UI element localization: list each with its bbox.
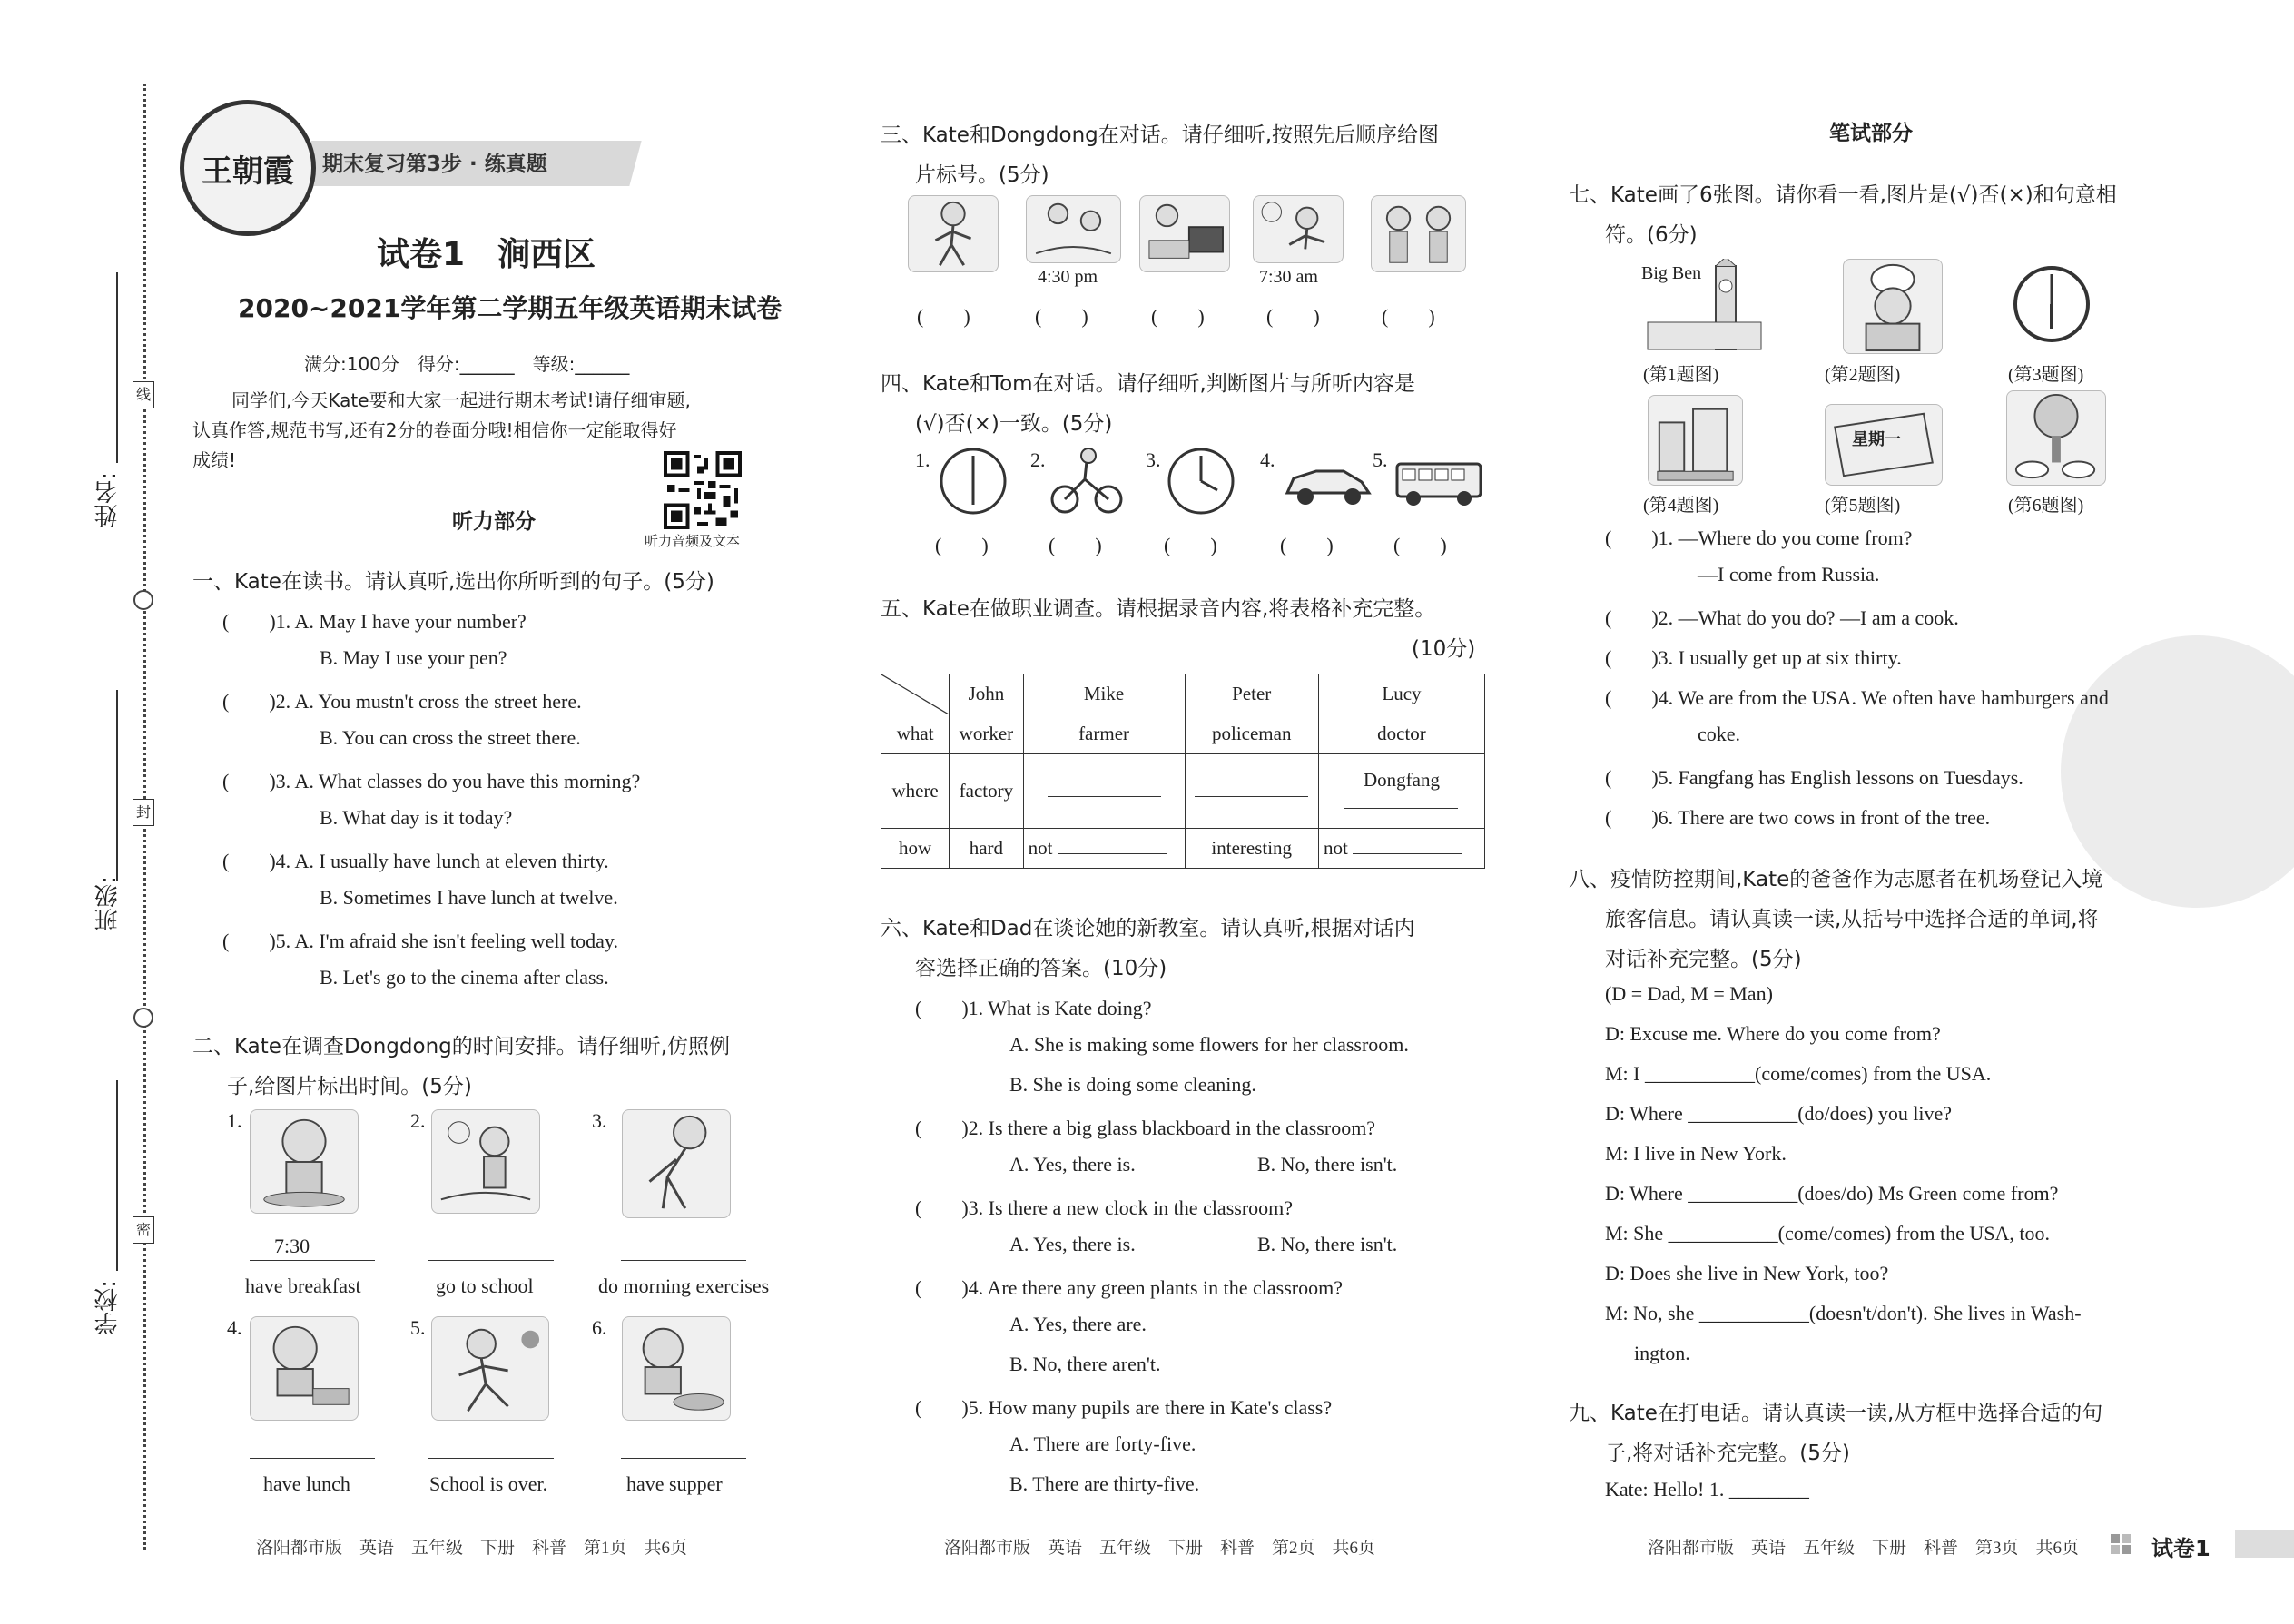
table-row (881, 829, 1485, 869)
s2-label-4: have lunch (263, 1472, 350, 1495)
section5-points: (10分) (1412, 637, 1476, 661)
table-cell (1318, 829, 1484, 869)
s4-paren-5[interactable]: ( ) (1393, 534, 1447, 556)
s2-num-4: 4. (227, 1316, 242, 1339)
big-ben-label: Big Ben (1641, 263, 1702, 283)
clock-icon (1165, 445, 1237, 517)
s6-q2-b: B. No, there isn't. (1257, 1153, 1398, 1176)
s6-q4-b: B. No, there aren't. (1009, 1353, 1161, 1375)
section8-title-3: 对话补充完整。(5分) (1605, 948, 1802, 971)
table-cell: hard (950, 829, 1023, 869)
s4-num-1: 1. (915, 448, 930, 471)
class-underline (116, 690, 118, 881)
s8-line-3: M: I ___________(come/comes) from the USA. (1605, 1062, 1992, 1085)
s8-line-5: M: I live in New York. (1605, 1142, 1787, 1165)
s3-time-1: 4:30 pm (1038, 267, 1098, 287)
job-survey-table (881, 674, 1485, 869)
row-label: where (881, 754, 950, 829)
s8-line-10: ington. (1634, 1342, 1690, 1364)
col-header: Lucy (1318, 674, 1484, 714)
table-row (881, 714, 1485, 754)
s1-q5-a: ( )5. A. I'm afraid she isn't feeling well today. (222, 930, 619, 952)
s2-blank-4[interactable] (250, 1458, 375, 1459)
table-cell (1318, 754, 1484, 829)
s7-item-4: ( )4. We are from the USA. We often have hamburgers and (1605, 686, 2109, 709)
pic-caption-6: (第6题图) (2008, 496, 2084, 516)
s2-blank-2[interactable] (428, 1260, 554, 1261)
bicycle-icon (1049, 443, 1126, 517)
s8-line-1: (D = Dad, M = Man) (1605, 982, 1773, 1005)
clock-icon (937, 445, 1009, 517)
s4-num-5: 5. (1373, 448, 1388, 471)
section7-title-1: 七、Kate画了6张图。请你看一看,图片是(√)否(×)和句意相 (1569, 183, 2117, 207)
col-header: Mike (1023, 674, 1185, 714)
s3-paren-5[interactable]: ( ) (1382, 305, 1435, 328)
s8-line-8: D: Does she live in New York, too? (1605, 1262, 1889, 1284)
cows-tree-picture (2006, 390, 2106, 486)
s2-blank-3[interactable] (621, 1260, 746, 1261)
s7-item-2: ( )2. —What do you do? —I am a cook. (1605, 606, 1959, 629)
s2-num-2: 2. (410, 1109, 426, 1132)
intro-line-3: 成绩! (192, 449, 237, 471)
s8-line-4: D: Where ___________(do/does) you live? (1605, 1102, 1953, 1125)
big-ben-picture (1643, 259, 1766, 354)
section6-title-1: 六、Kate和Dad在谈论她的新教室。请认真听,根据对话内 (881, 917, 1415, 940)
s1-q3-a: ( )3. A. What classes do you have this morning? (222, 770, 641, 792)
name-label: 姓名: (94, 472, 122, 527)
s2-time-1: 7:30 (274, 1235, 310, 1257)
section2-title-2: 子,给图片标出时间。(5分) (227, 1075, 472, 1098)
table-cell-blank[interactable] (1185, 754, 1318, 829)
s7-item-6: ( )6. There are two cows in front of the tree. (1605, 806, 1991, 829)
margin-box-1: 线 (133, 381, 154, 408)
pic-caption-5: (第5题图) (1825, 496, 1901, 516)
s1-q4-a: ( )4. A. I usually have lunch at eleven thirty. (222, 850, 609, 872)
s7-item-4-cont: coke. (1698, 723, 1741, 745)
s1-q5-b: B. Let's go to the cinema after class. (320, 966, 609, 989)
cell-text: not (1323, 837, 1348, 859)
name-underline (116, 272, 118, 463)
cell-blank[interactable] (1344, 808, 1458, 809)
hamburger-coke-picture (1648, 395, 1743, 486)
section6-title-2: 容选择正确的答案。(10分) (915, 957, 1167, 980)
pic-caption-2: (第2题图) (1825, 365, 1901, 385)
bus-icon (1393, 458, 1484, 508)
written-part-heading: 笔试部分 (1829, 122, 1913, 145)
cell-text: not (1028, 837, 1053, 859)
s1-q1-a: ( )1. A. May I have your number? (222, 610, 527, 633)
section8-title-2: 旅客信息。请认真读一读,从括号中选择合适的单词,将 (1605, 908, 2099, 931)
s6-q3-b: B. No, there isn't. (1257, 1233, 1398, 1255)
s1-q1-b: B. May I use your pen? (320, 646, 507, 669)
cell-blank[interactable] (1058, 853, 1167, 854)
section7-title-2: 符。(6分) (1605, 223, 1698, 247)
logo-name: 王朝霞 (202, 153, 294, 190)
s9-line-1: Kate: Hello! 1. ________ (1605, 1478, 1809, 1501)
s3-paren-3[interactable]: ( ) (1151, 305, 1205, 328)
publisher-logo (180, 100, 316, 236)
school-label: 学校: (94, 1280, 122, 1335)
table-cell: doctor (1318, 714, 1484, 754)
section4-title-2: (√)否(×)一致。(5分) (915, 412, 1113, 436)
col-header: Peter (1185, 674, 1318, 714)
section9-title-1: 九、Kate在打电话。请认真读一读,从方框中选择合适的句 (1569, 1402, 2103, 1425)
cook-picture (1843, 259, 1943, 354)
boy-lunch-picture (250, 1316, 359, 1421)
section9-title-2: 子,将对话补充完整。(5分) (1605, 1442, 1850, 1465)
section3-title-1: 三、Kate和Dongdong在对话。请仔细听,按照先后顺序给图 (881, 123, 1440, 147)
s4-paren-1[interactable]: ( ) (935, 534, 989, 556)
girl-walking-picture (908, 195, 999, 272)
pic-caption-1: (第1题图) (1643, 365, 1719, 385)
s7-item-3: ( )3. I usually get up at six thirty. (1605, 646, 1902, 669)
s6-q3: ( )3. Is there a new clock in the classroom? (915, 1196, 1294, 1219)
s8-line-9: M: No, she ___________(doesn't/don't). She lives in Wash- (1605, 1302, 2082, 1324)
s2-label-2: go to school (436, 1275, 534, 1297)
s2-label-3: do morning exercises (598, 1275, 770, 1297)
section2-title-1: 二、Kate在调查Dongdong的时间安排。请仔细听,仿照例 (192, 1035, 731, 1058)
s3-paren-4[interactable]: ( ) (1266, 305, 1320, 328)
s1-q3-b: B. What day is it today? (320, 806, 513, 829)
s3-time-2: 7:30 am (1259, 267, 1318, 287)
section3-title-2: 片标号。(5分) (915, 163, 1049, 187)
row-label: how (881, 829, 950, 869)
margin-box-2: 封 (133, 799, 154, 826)
step-banner-text: 期末复习第3步 · 练真题 (322, 153, 547, 176)
boy-running-picture (431, 1316, 549, 1421)
paper-tab-label: 试卷1 (2151, 1536, 2210, 1561)
pic-caption-4: (第4题图) (1643, 496, 1719, 516)
s3-paren-2[interactable]: ( ) (1035, 305, 1088, 328)
pic-caption-3: (第3题图) (2008, 365, 2084, 385)
qr-caption: 听力音频及文本 (645, 533, 741, 549)
s2-num-3: 3. (592, 1109, 607, 1132)
table-header-row (881, 674, 1485, 714)
s4-paren-4[interactable]: ( ) (1280, 534, 1334, 556)
school-underline (116, 1080, 118, 1271)
s8-line-6: D: Where ___________(does/do) Ms Green come from? (1605, 1182, 2059, 1205)
score-line: 满分:100分 得分:______ 等级:______ (304, 353, 630, 375)
two-kids-talking-picture (1371, 195, 1466, 272)
footer-page-2: 洛阳都市版 英语 五年级 下册 科普 第2页 共6页 (944, 1539, 1376, 1558)
footer-grid-icon (2111, 1534, 2132, 1556)
qr-code-icon[interactable] (664, 451, 742, 529)
s8-line-7: M: She ___________(come/comes) from the USA, too. (1605, 1222, 2051, 1245)
s6-q4: ( )4. Are there any green plants in the classroom? (915, 1276, 1344, 1299)
boy-supper-picture (622, 1316, 731, 1421)
s6-q4-a: A. Yes, there are. (1009, 1313, 1147, 1335)
s2-blank-6[interactable] (621, 1458, 746, 1459)
table-cell: policeman (1185, 714, 1318, 754)
table-cell-blank[interactable] (1023, 754, 1185, 829)
intro-line-1: 同学们,今天Kate要和大家一起进行期末考试!请仔细审题, (231, 389, 691, 411)
boy-breakfast-picture (250, 1109, 359, 1214)
s6-q1-b: B. She is doing some cleaning. (1009, 1073, 1256, 1096)
s1-q2-b: B. You can cross the street there. (320, 726, 581, 749)
s6-q1: ( )1. What is Kate doing? (915, 997, 1152, 1019)
s3-paren-1[interactable]: ( ) (917, 305, 970, 328)
margin-box-3: 密 (133, 1216, 154, 1244)
section4-title-1: 四、Kate和Tom在对话。请仔细听,判断图片与所听内容是 (881, 372, 1415, 396)
table-cell: farmer (1023, 714, 1185, 754)
paper-tab (2235, 1530, 2294, 1558)
s4-paren-2[interactable]: ( ) (1049, 534, 1102, 556)
intro-line-2: 认真作答,规范书写,还有2分的卷面分哦!相信你一定能取得好 (192, 419, 677, 441)
s2-blank-5[interactable] (428, 1458, 554, 1459)
s6-q2: ( )2. Is there a big glass blackboard in the classroom? (915, 1117, 1376, 1139)
s4-paren-3[interactable]: ( ) (1164, 534, 1217, 556)
s4-num-4: 4. (1260, 448, 1275, 471)
footer-page-3: 洛阳都市版 英语 五年级 下册 科普 第3页 共6页 (1648, 1539, 2080, 1558)
girl-morning-picture (1253, 195, 1344, 263)
s1-q4-b: B. Sometimes I have lunch at twelve. (320, 886, 618, 909)
table-row (881, 754, 1485, 829)
paper-subtitle: 2020~2021学年第二学期五年级英语期末试卷 (238, 293, 783, 323)
s6-q1-a: A. She is making some flowers for her classroom. (1009, 1033, 1409, 1056)
section8-title-1: 八、疫情防控期间,Kate的爸爸作为志愿者在机场登记入境 (1569, 868, 2103, 891)
s6-q5: ( )5. How many pupils are there in Kate's class? (915, 1396, 1333, 1419)
paper-title: 试卷1 涧西区 (377, 236, 596, 273)
table-cell (1023, 829, 1185, 869)
s6-q2-a: A. Yes, there is. (1009, 1153, 1136, 1176)
s6-q5-a: A. There are forty-five. (1009, 1432, 1196, 1455)
col-header: John (950, 674, 1023, 714)
s2-num-1: 1. (227, 1109, 242, 1132)
margin-circle-1 (133, 590, 153, 610)
table-cell: worker (950, 714, 1023, 754)
s7-item-1: ( )1. —Where do you come from? (1605, 527, 1913, 549)
corner-cell (881, 674, 950, 714)
table-cell: interesting (1185, 829, 1318, 869)
s4-num-2: 2. (1030, 448, 1046, 471)
s6-q5-b: B. There are thirty-five. (1009, 1472, 1200, 1495)
s6-q3-a: A. Yes, there is. (1009, 1233, 1136, 1255)
boy-go-to-school-picture (431, 1109, 540, 1214)
boy-exercises-picture (622, 1109, 731, 1218)
s8-line-2: D: Excuse me. Where do you come from? (1605, 1022, 1941, 1045)
s2-blank-1[interactable] (250, 1260, 375, 1261)
s4-num-3: 3. (1146, 448, 1161, 471)
s2-label-5: School is over. (429, 1472, 548, 1495)
s7-item-1-reply: —I come from Russia. (1698, 563, 1880, 586)
row-label: what (881, 714, 950, 754)
s2-label-1: have breakfast (245, 1275, 361, 1297)
s1-q2-a: ( )2. A. You mustn't cross the street here. (222, 690, 582, 713)
margin-circle-2 (133, 1008, 153, 1028)
class-label: 班级: (94, 876, 122, 931)
girl-at-tv-picture (1139, 195, 1230, 272)
listening-title: 听力部分 (452, 510, 536, 534)
s2-label-6: have supper (626, 1472, 723, 1495)
section5-title: 五、Kate在做职业调查。请根据录音内容,将表格补充完整。 (881, 597, 1436, 621)
section1-title: 一、Kate在读书。请认真听,选出你所听到的句子。(5分) (192, 570, 714, 594)
cell-text: Dongfang (1363, 768, 1440, 791)
clock-icon (2011, 263, 2092, 345)
footer-page-1: 洛阳都市版 英语 五年级 下册 科普 第1页 共6页 (256, 1539, 688, 1558)
s2-num-5: 5. (410, 1316, 426, 1339)
cell-blank[interactable] (1353, 853, 1462, 854)
s2-num-6: 6. (592, 1316, 607, 1339)
calendar-text: 星期一 (1852, 430, 1901, 449)
table-cell: factory (950, 754, 1023, 829)
s7-item-5: ( )5. Fangfang has English lessons on Tuesdays. (1605, 766, 2023, 789)
kids-playing-picture (1026, 195, 1121, 263)
car-icon (1280, 458, 1375, 508)
